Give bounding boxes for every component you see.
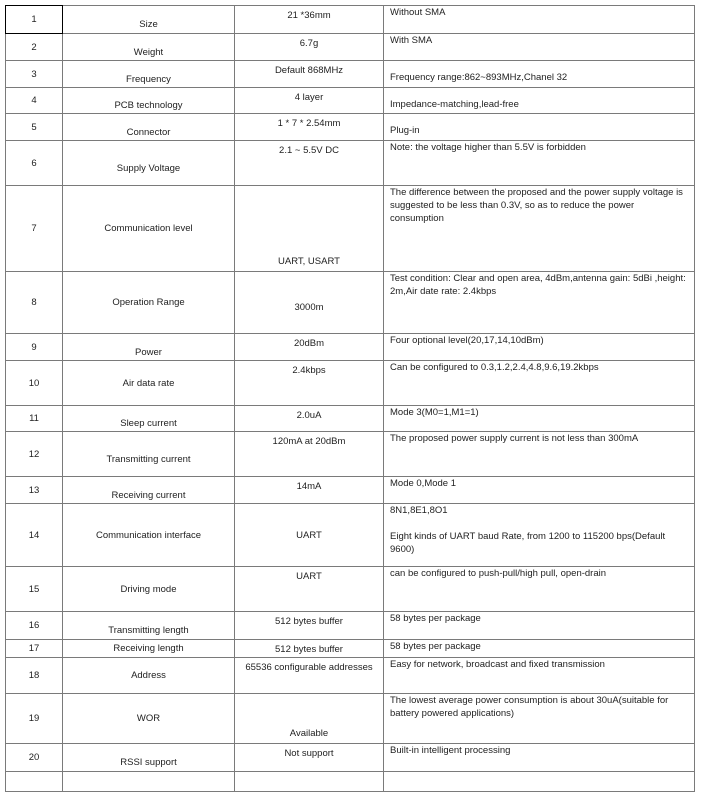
param-name: Communication level	[63, 186, 235, 272]
row-number: 10	[6, 361, 63, 406]
param-name: Transmitting length	[63, 612, 235, 640]
row-number: 4	[6, 88, 63, 114]
param-value: 2.1 ~ 5.5V DC	[235, 141, 384, 186]
table-row	[6, 694, 695, 744]
row-number: 20	[6, 744, 63, 772]
table-row	[6, 34, 695, 61]
param-name: WOR	[63, 694, 235, 744]
param-note: The difference between the proposed and the power supply voltage is suggested to be less than 0.3V, so as to reduce the power consumption	[384, 186, 695, 272]
param-note: Mode 3(M0=1,M1=1)	[384, 406, 695, 432]
param-note: 58 bytes per package	[384, 612, 695, 640]
param-name: PCB technology	[63, 88, 235, 114]
param-value: UART, USART	[235, 186, 384, 272]
param-name: Weight	[63, 34, 235, 61]
param-value: 1 * 7 * 2.54mm	[235, 114, 384, 141]
table-row	[6, 334, 695, 361]
param-name: Driving mode	[63, 567, 235, 612]
table-row	[6, 61, 695, 88]
table-row	[6, 361, 695, 406]
param-value: 2.0uA	[235, 406, 384, 432]
param-value: 21 *36mm	[235, 6, 384, 34]
param-value: 2.4kbps	[235, 361, 384, 406]
param-note: Easy for network, broadcast and fixed transmission	[384, 658, 695, 694]
param-value: 6.7g	[235, 34, 384, 61]
param-name: Receiving length	[63, 640, 235, 658]
param-value: 3000m	[235, 272, 384, 334]
param-name: Transmitting current	[63, 432, 235, 477]
param-note: 58 bytes per package	[384, 640, 695, 658]
table-row	[6, 658, 695, 694]
param-note: Test condition: Clear and open area, 4dBm,antenna gain: 5dBi ,height: 2m,Air date rate: 2.4kbps	[384, 272, 695, 334]
param-value: Default 868MHz	[235, 61, 384, 88]
param-name: RSSI support	[63, 744, 235, 772]
param-note: The proposed power supply current is not less than 300mA	[384, 432, 695, 477]
param-note: With SMA	[384, 34, 695, 61]
row-number: 12	[6, 432, 63, 477]
param-note: Plug-in	[384, 114, 695, 141]
param-note: Can be configured to 0.3,1.2,2.4,4.8,9.6,19.2kbps	[384, 361, 695, 406]
row-number: 2	[6, 34, 63, 61]
param-note-detail: Eight kinds of UART baud Rate, from 1200 to 115200 bps(Default 9600)	[390, 531, 666, 555]
param-note: Four optional level(20,17,14,10dBm)	[384, 334, 695, 361]
row-number: 6	[6, 141, 63, 186]
row-number: 1	[6, 6, 63, 34]
param-name: Communication interface	[63, 504, 235, 567]
param-name: Address	[63, 658, 235, 694]
row-number: 9	[6, 334, 63, 361]
table-row	[6, 612, 695, 640]
param-value: Not support	[235, 744, 384, 772]
row-number: 18	[6, 658, 63, 694]
row-number: 5	[6, 114, 63, 141]
param-name: Power	[63, 334, 235, 361]
row-number: 16	[6, 612, 63, 640]
param-note: Built-in intelligent processing	[384, 744, 695, 772]
table-row	[6, 88, 695, 114]
param-value: 512 bytes buffer	[235, 612, 384, 640]
param-value: 512 bytes buffer	[235, 640, 384, 658]
param-name: Connector	[63, 114, 235, 141]
param-note: Mode 0,Mode 1	[384, 477, 695, 504]
param-name: Sleep current	[63, 406, 235, 432]
param-value: UART	[235, 567, 384, 612]
param-name: Size	[63, 6, 235, 34]
spec-table	[5, 5, 695, 792]
row-number: 17	[6, 640, 63, 658]
param-note: Frequency range:862~893MHz,Chanel 32	[384, 61, 695, 88]
param-note: Note: the voltage higher than 5.5V is forbidden	[384, 141, 695, 186]
table-row	[6, 114, 695, 141]
param-name: Air data rate	[63, 361, 235, 406]
table-row	[6, 744, 695, 772]
row-number: 15	[6, 567, 63, 612]
param-note: can be configured to push-pull/high pull, open-drain	[384, 567, 695, 612]
row-number: 11	[6, 406, 63, 432]
param-value: 4 layer	[235, 88, 384, 114]
param-name: Receiving current	[63, 477, 235, 504]
table-row	[6, 504, 695, 567]
param-note: The lowest average power consumption is about 30uA(suitable for battery powered applications)	[384, 694, 695, 744]
table-row	[6, 640, 695, 658]
param-value: 120mA at 20dBm	[235, 432, 384, 477]
param-name: Supply Voltage	[63, 141, 235, 186]
table-row	[6, 432, 695, 477]
table-row	[6, 186, 695, 272]
table-row	[6, 6, 695, 34]
param-note: Without SMA	[384, 6, 695, 34]
param-value: UART	[235, 504, 384, 567]
row-number: 19	[6, 694, 63, 744]
param-value: 65536 configurable addresses	[235, 658, 384, 694]
param-value: 20dBm	[235, 334, 384, 361]
row-number: 7	[6, 186, 63, 272]
param-value: 14mA	[235, 477, 384, 504]
row-number: 13	[6, 477, 63, 504]
param-note: 8N1,8E1,8O1	[390, 505, 448, 516]
row-number: 14	[6, 504, 63, 567]
table-row	[6, 141, 695, 186]
param-name: Operation Range	[63, 272, 235, 334]
param-note-group	[384, 504, 695, 567]
param-note: Impedance-matching,lead-free	[384, 88, 695, 114]
row-number: 3	[6, 61, 63, 88]
row-number: 8	[6, 272, 63, 334]
param-value: Available	[235, 694, 384, 744]
table-row	[6, 406, 695, 432]
table-row	[6, 772, 695, 792]
param-name: Frequency	[63, 61, 235, 88]
table-row	[6, 567, 695, 612]
table-row	[6, 272, 695, 334]
table-row	[6, 477, 695, 504]
